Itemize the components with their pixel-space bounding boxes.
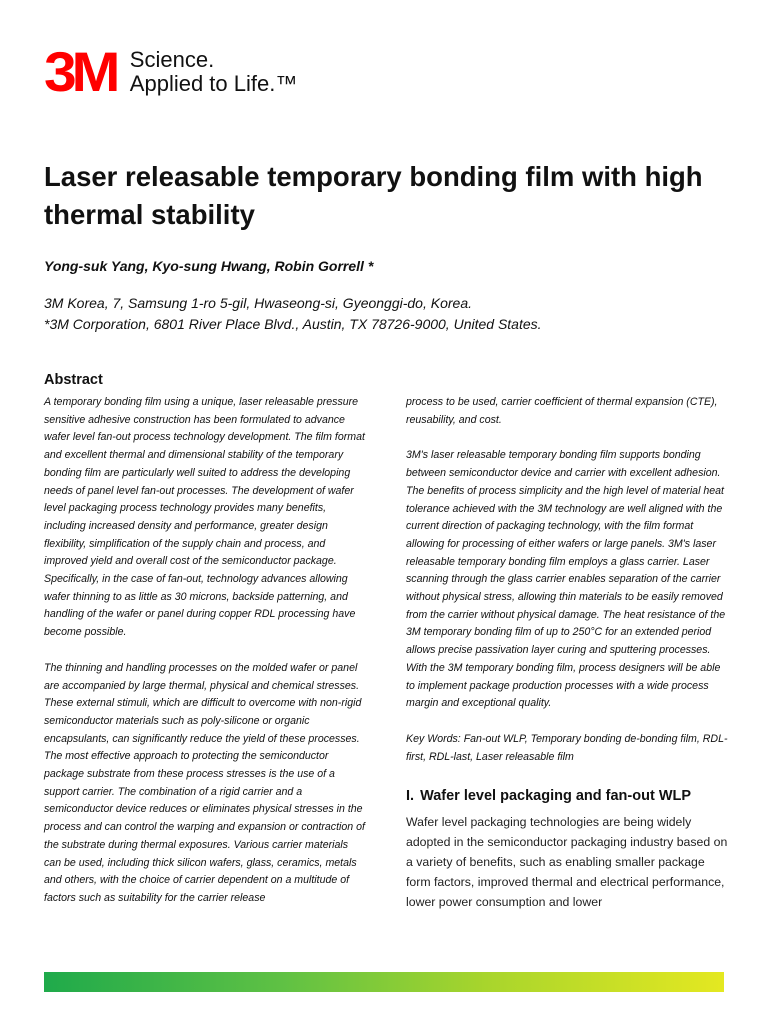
abstract-paragraph-4: 3M's laser releasable temporary bonding film supports bonding between semiconductor device and carrier with excellent adhesion. The benefits of process simplicity and the high level of material heat tolerance achieved with the 3M technology are well aligned with the current direction of packaging technology, with the film format allowing for processing of either wafers or large panels. 3M's laser releasable temporary bonding film employs a glass carrier. Laser scanning through the glass carrier enables separation of the carrier without physical stress, allowing thin materials to be easily removed from the carrier without physical damage. The heat resistance of the 3M temporary bonding film of up to 250°C for an extended period allows precise passivation layer curing and sputtering processes. With the 3M temporary bonding film, process designers will be able to implement package production processes with a wide process margin and exceptional quality. [406, 449, 726, 710]
abstract-paragraph-2: The thinning and handling processes on the molded wafer or panel are accompanied by large thermal, physical and chemical stresses. These external stimuli, which are difficult to overcome with non-rigid semiconductor materials such as poly-silicone or organic encapsulants, can significantly reduce the yield of these processes. The most effective approach to protecting the semiconductor package substrate from these process stresses is the use of a support carrier. The combination of a rigid carrier and a semiconductor device reduces or eliminates physical stresses in the process and can control the warping and expansion or contraction of the substrate during thermal exposures. Various carrier materials can be used, including thick silicon wafers, glass, ceramics, metals and others, with the choice of carrier dependent on a multitude of factors such as suitability for the carrier release [44, 661, 365, 904]
section-1-number: I. [406, 788, 415, 805]
paper-affiliations [44, 293, 542, 335]
tagline-line-2: Applied to Life.™ [129, 71, 298, 96]
abstract-heading: Abstract [44, 372, 103, 388]
abstract-paragraph-1: A temporary bonding film using a unique, laser releasable pressure sensitive adhesive construction has been formulated to advance wafer level fan-out process technology development. The film format and excellent thermal and dimensional stability of the temporary bonding film are particularly well suited to address the developing needs of panel level fan-out processes. The development of wafer level packaging process technology provides many benefits, including increased density and performance, greater design flexibility, simplification of the supply chain and process, and improved yield and overall cost of the semiconductor package. Specifically, in the case of fan-out, technology advances allowing wafer thinning to as little as 30 microns, backside patterning, and handling of the wafer or panel during copper RDL processing have become possible. [44, 396, 365, 639]
abstract-paragraph-3: process to be used, carrier coefficient of thermal expansion (CTE), reusability, and cost. [406, 396, 718, 426]
paper-authors: Yong-suk Yang, Kyo-sung Hwang, Robin Gorrell * [44, 258, 374, 274]
keywords: Key Words: Fan-out WLP, Temporary bonding de-bonding film, RDL-first, RDL-last, Laser releasable film [406, 732, 728, 763]
brand-tagline [130, 48, 298, 96]
left-column [44, 370, 366, 908]
footer-gradient-bar [44, 972, 724, 992]
affiliation-2: *3M Corporation, 6801 River Place Blvd., Austin, TX 78726-9000, United States. [44, 316, 542, 332]
brand-logo [44, 40, 298, 103]
paper-title: Laser releasable temporary bonding film with high thermal stability [44, 161, 703, 230]
section-1-title: Wafer level packaging and fan-out WLP [420, 788, 692, 805]
affiliation-1: 3M Korea, 7, Samsung 1-ro 5-gil, Hwaseong-si, Gyeonggi-do, Korea. [44, 295, 472, 311]
3m-logo-mark: 3M [44, 40, 116, 103]
tagline-line-1: Science. [129, 47, 215, 72]
section-1-heading [406, 786, 728, 806]
right-column [406, 394, 728, 912]
section-1-paragraph: Wafer level packaging technologies are being widely adopted in the semiconductor packaging industry based on a variety of benefits, such as enabling smaller package form factors, improved thermal and electrical performance, lower power consumption and lower [406, 815, 728, 910]
